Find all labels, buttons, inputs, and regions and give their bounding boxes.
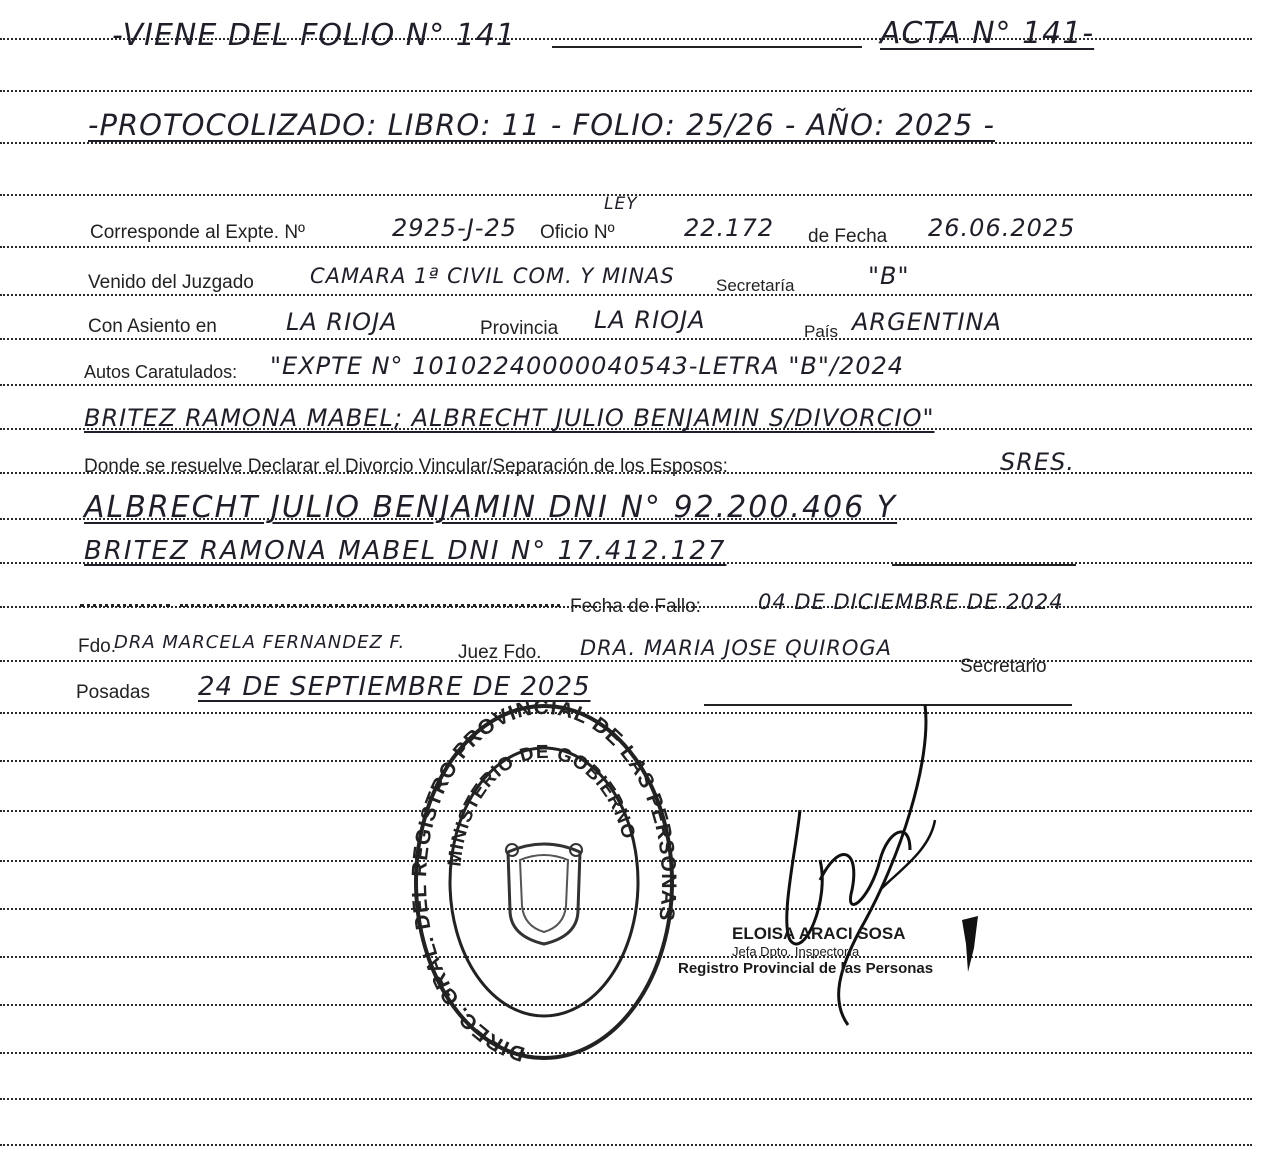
ruled-line bbox=[0, 294, 1252, 296]
ruled-line bbox=[0, 338, 1252, 340]
fallo-value: 04 DE DICIEMBRE DE 2024 bbox=[758, 590, 1064, 614]
autos-value-1: "EXPTE N° 10102240000040543-LETRA "B"/2024 bbox=[270, 352, 905, 380]
fallo-label: Fecha de Fallo: bbox=[570, 596, 701, 617]
signatory-office: Registro Provincial de las Personas bbox=[678, 960, 934, 977]
handwritten-signature bbox=[760, 700, 960, 1030]
protocol-line: -PROTOCOLIZADO: LIBRO: 11 - FOLIO: 25/26 - AÑO: 2025 - bbox=[88, 108, 995, 142]
donde-value: SRES. bbox=[1000, 448, 1075, 476]
ruled-line bbox=[0, 1144, 1252, 1146]
secretaria-label: Secretaría bbox=[716, 276, 795, 295]
ruled-line bbox=[0, 90, 1252, 92]
asiento-label: Con Asiento en bbox=[88, 316, 217, 337]
pais-value: ARGENTINA bbox=[852, 308, 1002, 336]
fallo-dots-long bbox=[180, 604, 560, 607]
autos-label: Autos Caratulados: bbox=[84, 362, 238, 382]
posadas-value: 24 DE SEPTIEMBRE DE 2025 bbox=[198, 672, 591, 702]
oficio-label: Oficio Nº bbox=[540, 222, 615, 243]
fdo-sec-value: DRA. MARIA JOSE QUIROGA bbox=[580, 636, 893, 660]
expte-label: Corresponde al Expte. Nº bbox=[90, 222, 305, 243]
stamp-outer-text: DIREC. GRAL. DEL REGISTRO PROVINCIAL DE LAS PERSONAS bbox=[408, 700, 680, 1066]
ruled-line bbox=[0, 142, 1252, 144]
ruled-line bbox=[0, 246, 1252, 248]
header-dash bbox=[552, 46, 862, 48]
fallo-dots-short bbox=[80, 604, 170, 607]
esposa-line: BRITEZ RAMONA MABEL DNI N° 17.412.127 bbox=[84, 536, 727, 566]
acta-number: ACTA N° 141- bbox=[880, 16, 1095, 51]
venido-label: Venido del Juzgado bbox=[88, 272, 254, 293]
svg-text:MINISTERIO DE GOBIERNO bbox=[444, 742, 639, 868]
fdo-juez-value: DRA MARCELA FERNANDEZ F. bbox=[114, 632, 406, 653]
signatory-role: Jefa Dpto. Inspectoría bbox=[732, 944, 860, 959]
ley-note: LEY bbox=[604, 194, 638, 214]
donde-label: Donde se resuelve Declarar el Divorcio Vincular/Separación de los Esposos: bbox=[84, 456, 728, 477]
signatory-name: ELOISA ARACI SOSA bbox=[732, 924, 906, 943]
provincia-label: Provincia bbox=[480, 318, 559, 339]
coat-of-arms-icon bbox=[506, 844, 582, 944]
expte-value: 2925-J-25 bbox=[392, 214, 518, 242]
secretaria-value: "B" bbox=[868, 262, 910, 290]
fecha-label: de Fecha bbox=[808, 226, 888, 247]
secretario-label: Secretario bbox=[960, 656, 1047, 677]
ruled-line bbox=[0, 660, 1252, 662]
juez-label: Juez Fdo. bbox=[458, 642, 542, 663]
ink-blot-icon bbox=[958, 914, 982, 974]
esposo-line: ALBRECHT JULIO BENJAMIN DNI N° 92.200.406 Y bbox=[84, 490, 898, 525]
posadas-label: Posadas bbox=[76, 682, 150, 703]
viene-del-folio: -VIENE DEL FOLIO N° 141 bbox=[112, 18, 516, 53]
autos-value-2: BRITEZ RAMONA MABEL; ALBRECHT JULIO BENJAMIN S/DIVORCIO" bbox=[84, 404, 935, 432]
ruled-line bbox=[0, 384, 1252, 386]
provincia-value: LA RIOJA bbox=[594, 306, 706, 334]
ruled-line bbox=[0, 1098, 1252, 1100]
asiento-value: LA RIOJA bbox=[286, 308, 398, 336]
oficio-value: 22.172 bbox=[684, 214, 774, 242]
fdo-label: Fdo. bbox=[78, 636, 117, 657]
fecha-value: 26.06.2025 bbox=[928, 214, 1076, 242]
official-stamp bbox=[408, 700, 680, 1070]
esposa-dash bbox=[892, 564, 1076, 566]
venido-value: CAMARA 1ª CIVIL COM. Y MINAS bbox=[310, 264, 675, 288]
stamp-inner-text: MINISTERIO DE GOBIERNO bbox=[444, 741, 640, 868]
pais-label: País bbox=[804, 322, 839, 341]
